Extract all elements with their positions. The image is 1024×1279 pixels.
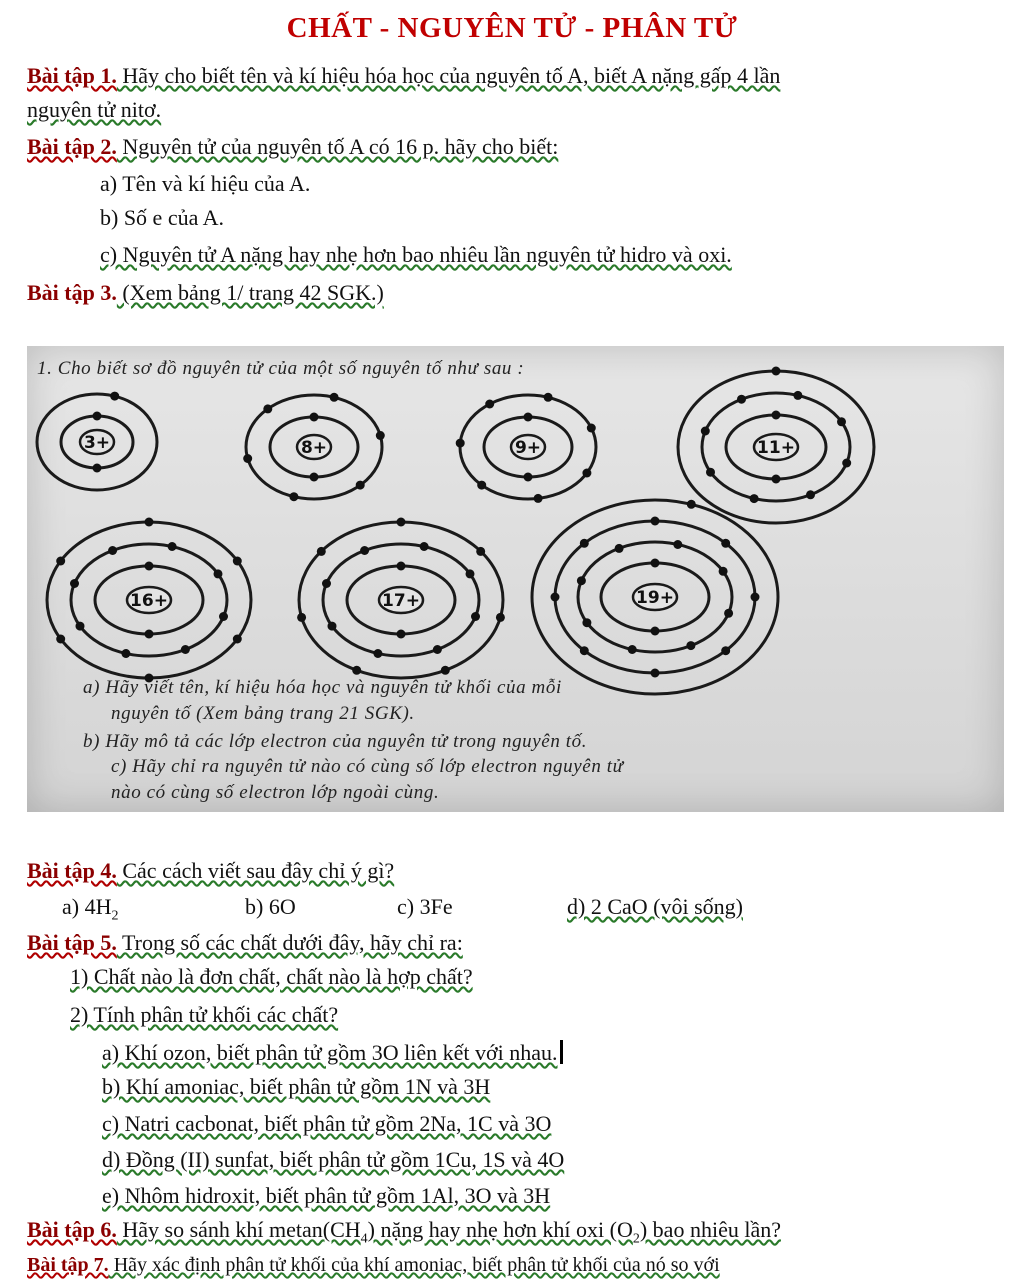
exercise-2-item-a: a) Tên và kí hiệu của A. [100, 171, 311, 196]
exercise-3-text: (Xem bảng 1/ trang 42 SGK.) [116, 280, 384, 305]
electron-dot [121, 649, 130, 658]
electron-dot [263, 404, 272, 413]
exercise-2-label: Bài tập 2. [27, 134, 117, 159]
electron-dot [145, 562, 154, 571]
exercise-2-item-c [100, 241, 732, 269]
electron-dot [289, 492, 298, 501]
electron-dot [356, 481, 365, 490]
exercise-5-item-b [102, 1073, 490, 1101]
electron-dot [582, 469, 591, 478]
electron-dot [70, 579, 79, 588]
electron-dot [772, 475, 781, 484]
electron-dot [551, 593, 560, 602]
electron-dot [534, 494, 543, 503]
electron-dot [168, 542, 177, 551]
electron-dot [793, 391, 802, 400]
electron-dot [297, 613, 306, 622]
electron-dot [322, 579, 331, 588]
electron-dot [310, 413, 319, 422]
exercise-5-item-c-text: c) Natri cacbonat, biết phân tử gồm 2Na, 1C và 3O [102, 1111, 552, 1136]
exercise-2-text: Nguyên tử của nguyên tố A có 16 p. hãy cho biết: [116, 134, 559, 159]
exercise-1 [27, 62, 780, 90]
exercise-3-label: Bài tập 3. [27, 280, 117, 305]
electron-dot [628, 645, 637, 654]
nucleus-charge-label: 9+ [514, 438, 542, 458]
electron-dot [524, 473, 533, 482]
electron-dot [330, 393, 339, 402]
exercise-5-q1-text: 1) Chất nào là đơn chất, chất nào là hợp chất? [70, 964, 473, 989]
electron-dot [706, 468, 715, 477]
nucleus-charge-label: 17+ [382, 591, 420, 611]
electron-dot [772, 367, 781, 376]
electron-dot [110, 392, 119, 401]
electron-dot [724, 609, 733, 618]
electron-dot [466, 569, 475, 578]
electron-dot [615, 544, 624, 553]
exercise-5-item-d [102, 1146, 564, 1174]
exercise-5-item-e [102, 1182, 550, 1210]
exercise-5-item-e-text: e) Nhôm hidroxit, biết phân tử gồm 1Al, 3O và 3H [102, 1183, 551, 1208]
exercise-2-item-b: b) Số e của A. [100, 205, 225, 230]
page-title: CHẤT - NGUYÊN TỬ - PHÂN TỬ [286, 12, 738, 44]
exercise-4-d-text: d) 2 CaO (vôi sống) [567, 894, 743, 919]
electron-dot [108, 546, 117, 555]
electron-dot [582, 618, 591, 627]
electron-dot [233, 557, 242, 566]
exercise-5-q1 [70, 963, 473, 991]
electron-dot [317, 547, 326, 556]
electron-dot [687, 500, 696, 509]
atom-11-plus [678, 367, 874, 524]
electron-dot [651, 669, 660, 678]
exercise-4-d [567, 893, 743, 921]
electron-dot [376, 431, 385, 440]
exercise-2 [27, 133, 558, 161]
electron-dot [360, 546, 369, 555]
exercise-6-text-3: ) bao nhiêu lần? [639, 1217, 781, 1242]
electron-dot [397, 562, 406, 571]
nucleus-charge-label: 16+ [130, 591, 168, 611]
exercise-5 [27, 929, 463, 957]
exercise-5-item-d-text: d) Đồng (II) sunfat, biết phân tử gồm 1Cu, 1S và 4O [102, 1147, 565, 1172]
electron-dot [837, 417, 846, 426]
electron-dot [577, 576, 586, 585]
electron-dot [310, 473, 319, 482]
exercise-5-item-a [102, 1039, 563, 1067]
atom-16-plus [47, 518, 251, 683]
electron-dot [145, 518, 154, 527]
exercise-1-text-2 [27, 96, 161, 124]
electron-dot [701, 427, 710, 436]
photo-question-a: a) Hãy viết tên, kí hiệu hóa học và nguyên tử khối của mỗi [83, 677, 562, 698]
exercise-6-label: Bài tập 6. [27, 1217, 117, 1242]
exercise-4-label: Bài tập 4. [27, 858, 117, 883]
exercise-1-text: Hãy cho biết tên và kí hiệu hóa học của nguyên tố A, biết A nặng gấp 4 lần [116, 63, 781, 88]
exercise-7 [27, 1251, 720, 1279]
exercise-4 [27, 857, 394, 885]
text-cursor [560, 1040, 563, 1064]
electron-dot [397, 630, 406, 639]
electron-dot [476, 547, 485, 556]
photo-question-c-2: nào có cùng số electron lớp ngoài cùng. [111, 782, 440, 803]
exercise-5-q2 [70, 1001, 338, 1029]
photo-question-c: c) Hãy chỉ ra nguyên tử nào có cùng số lớp electron nguyên tử [111, 756, 624, 777]
nucleus-charge-label: 3+ [83, 433, 111, 453]
electron-dot [806, 490, 815, 499]
atom-3-plus [37, 392, 157, 490]
exercise-5-q2-text: 2) Tính phân tử khối các chất? [70, 1002, 339, 1027]
exercise-1-label: Bài tập 1. [27, 63, 117, 88]
electron-dot [772, 411, 781, 420]
electron-dot [651, 559, 660, 568]
electron-dot [496, 613, 505, 622]
exercise-4-c: c) 3Fe [397, 894, 453, 919]
exercise-4-text: Các cách viết sau đây chỉ ý gì? [116, 858, 395, 883]
electron-dot [544, 393, 553, 402]
atom-19-plus [532, 500, 778, 694]
exercise-6-sub-2: 2 [632, 1231, 640, 1247]
exercise-5-item-c [102, 1110, 551, 1138]
electron-dot [580, 646, 589, 655]
nucleus-charge-label: 8+ [300, 438, 328, 458]
electron-dot [219, 612, 228, 621]
atom-17-plus [297, 518, 505, 679]
electron-dot [352, 666, 361, 675]
textbook-photo [27, 346, 1004, 812]
atom-8-plus [243, 393, 385, 501]
electron-dot [441, 666, 450, 675]
electron-dot [93, 412, 102, 421]
exercise-6-text-2: ) nặng hay nhẹ hơn khí oxi (O [367, 1217, 633, 1242]
exercise-2-item-c-text: c) Nguyên tử A nặng hay nhẹ hơn bao nhiêu lần nguyên tử hidro và oxi. [100, 242, 732, 267]
electron-dot [397, 518, 406, 527]
electron-dot [214, 569, 223, 578]
exercise-4-a-text: a) 4H [62, 894, 112, 919]
exercise-6-text-1: Hãy so sánh khí metan(CH [116, 1217, 361, 1242]
exercise-4-a-sub: 2 [111, 908, 119, 924]
electron-dot [485, 400, 494, 409]
electron-dot [420, 542, 429, 551]
electron-dot [56, 557, 65, 566]
exercise-6 [27, 1216, 781, 1253]
electron-dot [233, 635, 242, 644]
electron-dot [181, 645, 190, 654]
exercise-4-b: b) 6O [245, 894, 296, 919]
electron-dot [750, 494, 759, 503]
exercise-1-continuation: nguyên tử nitơ. [27, 97, 162, 122]
electron-dot [76, 622, 85, 631]
electron-dot [651, 627, 660, 636]
exercise-4-a [62, 893, 118, 930]
electron-dot [721, 646, 730, 655]
atom-9-plus [456, 393, 596, 503]
electron-dot [471, 612, 480, 621]
electron-dot [587, 424, 596, 433]
electron-dot [243, 454, 252, 463]
electron-dot [651, 517, 660, 526]
electron-dot [719, 567, 728, 576]
electron-dot [721, 539, 730, 548]
electron-dot [477, 481, 486, 490]
electron-dot [673, 540, 682, 549]
electron-dot [842, 459, 851, 468]
exercise-6-sub-1: 4 [360, 1231, 368, 1247]
exercise-5-text: Trong số các chất dưới đây, hãy chỉ ra: [116, 930, 463, 955]
exercise-5-label: Bài tập 5. [27, 930, 117, 955]
photo-question-b: b) Hãy mô tả các lớp electron của nguyên tử trong nguyên tố. [83, 731, 588, 752]
electron-dot [145, 630, 154, 639]
electron-dot [686, 641, 695, 650]
electron-dot [373, 649, 382, 658]
exercise-3 [27, 279, 384, 307]
electron-dot [524, 413, 533, 422]
electron-dot [456, 439, 465, 448]
exercise-7-text: Hãy xác định phân tử khối của khí amoniac, biết phân tử khối của nó so với [108, 1254, 720, 1276]
electron-dot [433, 645, 442, 654]
electron-dot [751, 593, 760, 602]
electron-dot [93, 464, 102, 473]
exercise-5-item-b-text: b) Khí amoniac, biết phân tử gồm 1N và 3H [102, 1074, 491, 1099]
photo-question-a-2: nguyên tố (Xem bảng trang 21 SGK). [111, 703, 415, 724]
electron-dot [737, 395, 746, 404]
nucleus-charge-label: 11+ [757, 438, 795, 458]
electron-dot [56, 635, 65, 644]
electron-dot [580, 539, 589, 548]
photo-heading: 1. Cho biết sơ đồ nguyên tử của một số nguyên tố như sau : [37, 358, 525, 379]
exercise-5-item-a-text: a) Khí ozon, biết phân tử gồm 3O liên kết với nhau. [102, 1040, 558, 1065]
nucleus-charge-label: 19+ [636, 588, 674, 608]
exercise-7-label: Bài tập 7. [27, 1254, 109, 1276]
electron-dot [328, 622, 337, 631]
